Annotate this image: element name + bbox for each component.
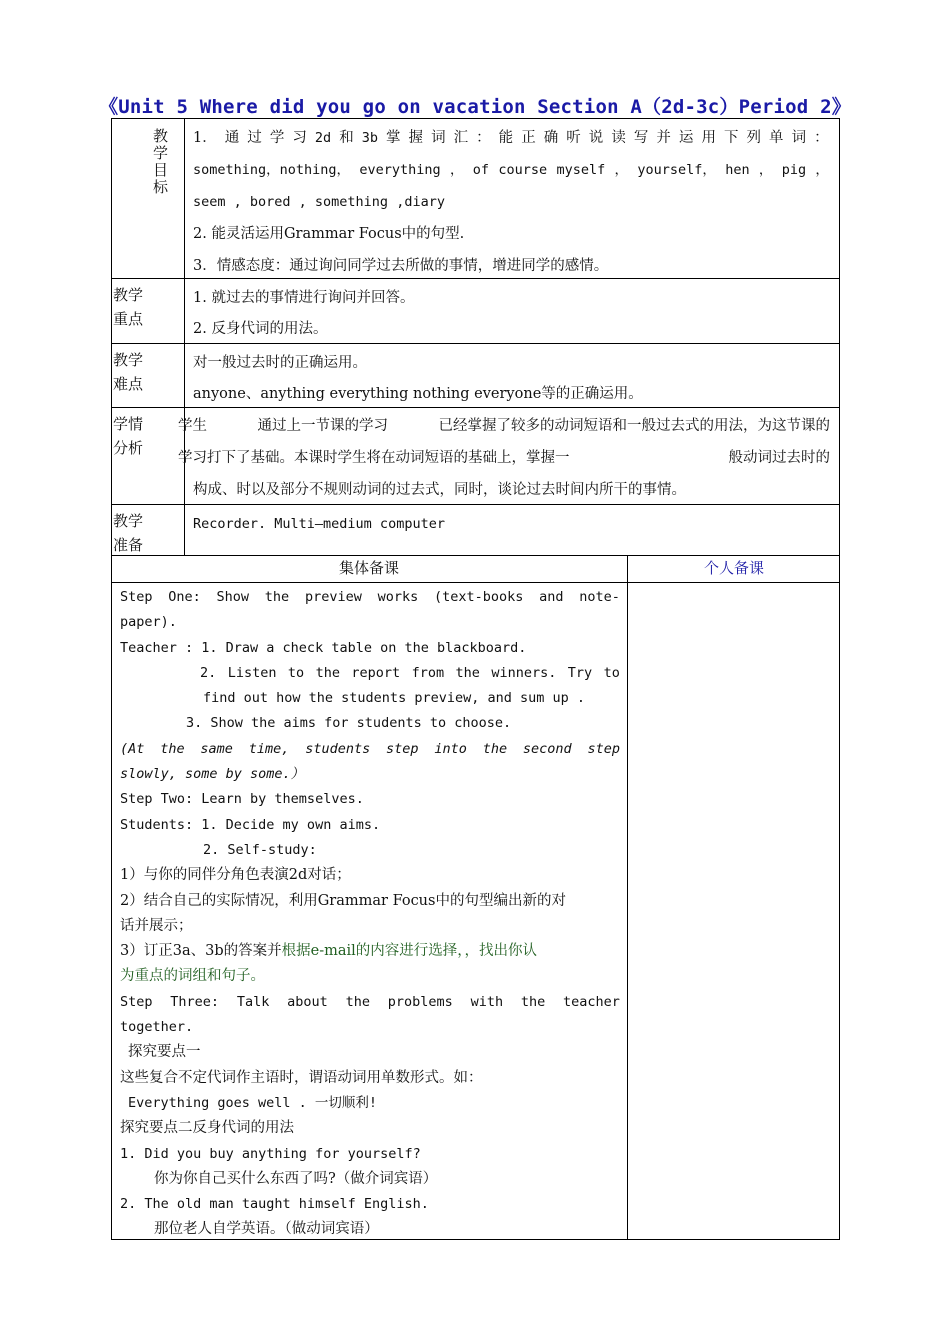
- difficulties-label: 教学难点: [112, 351, 143, 393]
- objectives-line-4: 2. 能灵活运用Grammar Focus中的句型.: [193, 226, 465, 242]
- point-one-example: Everything goes well . 一切顺利!: [128, 1094, 378, 1111]
- step-two-line: Step Two: Learn by themselves.: [120, 791, 364, 808]
- objectives-line-1: 1． 通 过 学 习 2d 和 3b 掌 握 词 汇 ： 能 正 确 听 说 读 写 并 运 用 下 列 单 词 ：: [193, 130, 829, 146]
- objectives-line-5: 3．情感态度：通过询问同学过去所做的事情，增进同学的感情。: [193, 258, 609, 274]
- teacher-step-1: Teacher : 1. Draw a check table on the blackboard.: [120, 639, 527, 656]
- preparation-label: 教学准备: [112, 512, 143, 554]
- analysis-line-1: 学生 通过上一节课的学习 已经掌握了较多的动词短语和一般过去式的用法，为这节课的: [178, 418, 830, 434]
- key-point-2: 2. 反身代词的用法。: [193, 321, 328, 337]
- italic-note-1: (At the same time, students step into the second step: [120, 740, 620, 757]
- teacher-step-2-cont: find out how the students preview, and sum up .: [203, 690, 586, 707]
- lower-column-divider: [627, 555, 628, 1240]
- analysis-line-3: 构成、时以及部分不规则动词的过去式，同时，谈论过去时间内所干的事情。: [193, 482, 686, 498]
- students-step-2: 2. Self-study:: [203, 841, 317, 858]
- analysis-label: 学情分析: [112, 415, 143, 457]
- step-one-cont: paper).: [120, 614, 177, 631]
- objectives-line-3: seem , bored , something ,diary: [193, 194, 445, 210]
- teacher-step-3: 3. Show the aims for students to choose.: [186, 715, 512, 732]
- preparation-text: Recorder. Multi—medium computer: [193, 516, 445, 532]
- step-three-line: Step Three: Talk about the problems with the teacher: [120, 993, 620, 1010]
- self-study-3: 3）订正3a、3b的答案并根据e-mail的内容进行选择，，找出你认: [120, 943, 538, 960]
- header-divider: [111, 582, 840, 583]
- example-2-translation: 那位老人自学英语。（做动词宾语）: [154, 1221, 379, 1238]
- key-points-label: 教学重点: [112, 286, 143, 328]
- analysis-line-2: 学习打下了基础。本课时学生将在动词短语的基础上，掌握一 般动词过去时的: [178, 450, 830, 466]
- key-point-1: 1. 就过去的事情进行询问并回答。: [193, 290, 415, 306]
- collective-prep-header: 集体备课: [338, 559, 399, 577]
- step-three-cont: together.: [120, 1019, 194, 1036]
- point-one-rule: 这些复合不定代词作主语时，谓语动词用单数形式。如：: [120, 1069, 483, 1086]
- personal-prep-header: 个人备课: [703, 559, 764, 577]
- page-title: 《Unit 5 Where did you go on vacation Section A（2d-3c）Period 2》: [99, 96, 851, 118]
- example-2: 2. The old man taught himself English.: [120, 1196, 429, 1213]
- point-two-heading: 探究要点二反身代词的用法: [120, 1120, 294, 1137]
- objectives-label: 教学目标: [152, 127, 168, 196]
- point-one-heading: 探究要点一: [128, 1044, 201, 1061]
- self-study-1: 1）与你的同伴分角色表演2d对话；: [120, 867, 351, 884]
- self-study-3-cont: 为重点的词组和句子。: [120, 968, 265, 985]
- difficulty-1: 对一般过去时的正确运用。: [193, 355, 367, 371]
- difficulty-2: anyone、anything everything nothing everyone等的正确运用。: [193, 386, 643, 402]
- self-study-2-cont: 话并展示；: [120, 917, 193, 934]
- self-study-2: 2）结合自己的实际情况，利用Grammar Focus中的句型编出新的对: [120, 892, 566, 909]
- objectives-line-2: something，nothing， everything ， of course myself ， yourself， hen ， pig ，: [193, 162, 829, 178]
- example-1-translation: 你为你自己买什么东西了吗?（做介词宾语）: [154, 1170, 438, 1187]
- personal-prep-area[interactable]: [629, 584, 839, 1239]
- italic-note-2: slowly, some by some.）: [120, 766, 305, 783]
- collective-prep-content: [120, 585, 620, 1243]
- upper-column-divider: [184, 118, 185, 556]
- students-step-1: Students: 1. Decide my own aims.: [120, 816, 381, 833]
- example-1: 1. Did you buy anything for yourself?: [120, 1145, 421, 1162]
- teacher-step-2: 2. Listen to the report from the winners. Try to: [200, 664, 620, 681]
- step-one-line: Step One: Show the preview works (text-books and note-: [120, 589, 620, 605]
